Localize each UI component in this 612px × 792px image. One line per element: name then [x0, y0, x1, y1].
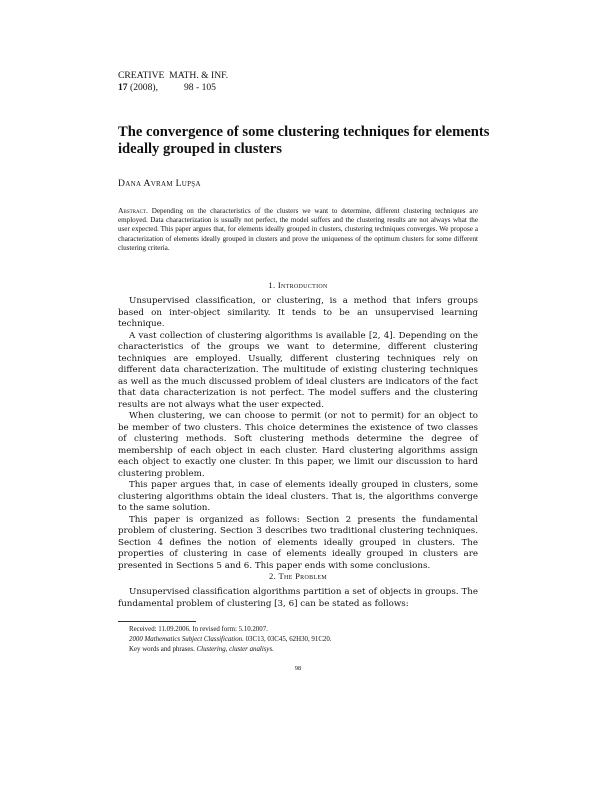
abstract — [118, 206, 478, 253]
paragraph: Unsupervised classification algorithms partition a set of objects in groups. The fundamental problem of clustering [3, 6] can be stated as follows: — [118, 587, 478, 609]
journal-year: (2008), — [130, 82, 158, 93]
journal-header — [118, 70, 228, 94]
journal-name: CREATIVE MATH. & INF. — [118, 70, 229, 81]
section-body-problem — [118, 587, 478, 610]
footnote-keywords — [129, 645, 332, 655]
footnote-msc — [129, 635, 332, 645]
page-number: 98 — [294, 665, 302, 672]
keywords-text: Clustering, cluster analisys. — [196, 646, 274, 653]
journal-pages: 98 - 105 — [183, 82, 216, 93]
section-number: 2. — [269, 571, 277, 581]
abstract-text: Depending on the characteristics of the clusters we want to determine, different clustering techniques are employed. Data characterization is usually not perfect, the model suffers and the clustering results are not always what the user expected. This paper argues that, for elements ideally grouped in clusters, clustering techniques converges. We propose a characterization of elements ideally grouped in clusters and prove the uniqueness of the optimum clusters for some different clustering criteria. — [118, 207, 479, 252]
journal-citation — [118, 82, 228, 94]
section-body-introduction — [118, 296, 478, 572]
journal-volume: 17 — [118, 82, 128, 93]
paragraph: This paper is organized as follows: Section 2 presents the fundamental problem of clustering. Section 3 describes two traditional clustering techniques. Section 4 defines the notion of elements ideally grouped in clusters. The properties of clustering in case of elements ideally grouped in clusters are presented in Sections 5 and 6. This paper ends with some conclusions. — [118, 514, 478, 571]
footnote-rule — [118, 621, 196, 622]
paragraph: Unsupervised classification, or clustering, is a method that infers groups based on inter-object similarity. It tends to be an unsupervised learning technique. — [118, 296, 478, 329]
section-title: Introduction — [277, 280, 328, 290]
abstract-label: Abstract. — [118, 206, 148, 215]
paper-author — [118, 178, 201, 189]
footnote-received: Received: 11.09.2006. In revised form: 5.10.2007. — [129, 626, 268, 633]
section-heading-problem — [118, 571, 478, 581]
keywords-label: Key words and phrases. — [129, 646, 195, 653]
author-name: Dana Avram Lupşa — [118, 178, 201, 189]
section-number: 1. — [268, 280, 276, 290]
paper-title: The convergence of some clustering techniques for elements ideally grouped in clusters — [118, 124, 490, 157]
msc-codes: 03C13, 03C45, 62H30, 91C20. — [245, 636, 332, 643]
section-title: The Problem — [278, 571, 327, 581]
section-heading-introduction — [118, 280, 478, 290]
msc-label: 2000 Mathematics Subject Classification. — [129, 636, 244, 643]
paragraph: This paper argues that, in case of elements ideally grouped in clusters, some clustering algorithms obtain the ideal clusters. That is, the algorithms converge to the same solution. — [118, 480, 478, 513]
paragraph: A vast collection of clustering algorithms is available [2, 4]. Depending on the characteristics of the groups we want to determine, different clustering techniques are employed. Usually, different clustering techniques rely on different data characterization. The multitude of existing clustering techniques as well as the much discussed problem of ideal clusters are indicators of the fact that data characterization is not perfect. The model suffers and the clustering results are not always what the user expected. — [118, 330, 478, 410]
footnotes — [129, 625, 332, 655]
paragraph: When clustering, we can choose to permit (or not to permit) for an object to be member of two clusters. This choice determines the existence of two classes of clustering methods. Soft clustering methods determine the degree of membership of each object in each cluster. Hard clustering algorithms assign each object to exactly one cluster. In this paper, we limit our discussion to hard clustering problem. — [118, 411, 478, 479]
